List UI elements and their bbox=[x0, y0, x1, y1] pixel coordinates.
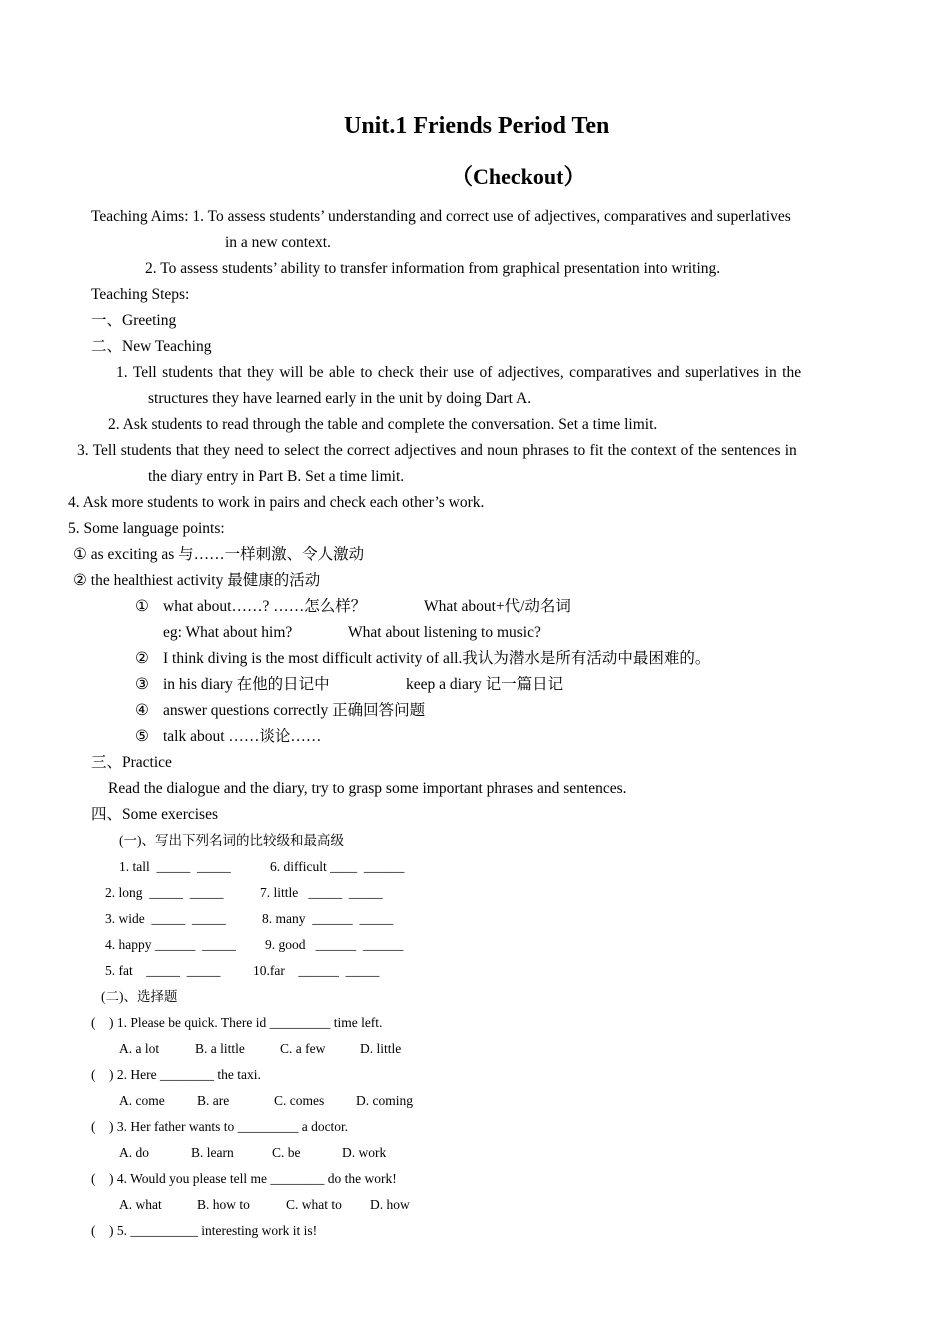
section-new-teaching: 二、New Teaching bbox=[91, 338, 212, 355]
option-c: C. comes bbox=[274, 1093, 325, 1108]
language-point-b4: answer questions correctly 正确回答问题 bbox=[163, 702, 426, 719]
option-d: D. how bbox=[370, 1197, 410, 1212]
language-point-b4-number: ④ bbox=[135, 702, 149, 719]
question-3: ( ) 3. Her father wants to _________ a doctor. bbox=[91, 1119, 349, 1134]
exercise-1-row-left: 4. happy ______ _____ bbox=[105, 937, 236, 952]
language-point-b1a: what about……? ……怎么样？ bbox=[163, 598, 367, 615]
option-c: C. a few bbox=[280, 1041, 326, 1056]
teaching-point-4: 4. Ask more students to work in pairs and check each other’s work. bbox=[68, 494, 485, 511]
section-exercises: 四、Some exercises bbox=[91, 806, 218, 823]
question-2: ( ) 2. Here ________ the taxi. bbox=[91, 1067, 261, 1082]
question-1: ( ) 1. Please be quick. There id _________ time left. bbox=[91, 1015, 383, 1030]
option-d: D. work bbox=[342, 1145, 387, 1160]
exercise-1-row-right: 7. little _____ _____ bbox=[260, 885, 383, 900]
language-point-b1-number: ① bbox=[135, 598, 149, 615]
option-a: A. a lot bbox=[119, 1041, 160, 1056]
option-b: B. learn bbox=[191, 1145, 234, 1160]
language-point-b1-eg-a: eg: What about him? bbox=[163, 624, 293, 641]
language-point-b3a: in his diary 在他的日记中 bbox=[163, 676, 330, 693]
teaching-point-1a: 1. Tell students that they will be able to check their use of adjectives, comparatives and superlatives in the bbox=[116, 364, 802, 381]
option-c: C. what to bbox=[286, 1197, 342, 1212]
language-point-b5-number: ⑤ bbox=[135, 728, 149, 745]
question-5: ( ) 5. __________ interesting work it is! bbox=[91, 1223, 318, 1238]
page-subtitle: （Checkout） bbox=[451, 164, 586, 189]
exercise-1-row-left: 5. fat _____ _____ bbox=[105, 963, 221, 978]
exercise-1-row-right: 10.far ______ _____ bbox=[253, 963, 380, 978]
option-b: B. are bbox=[197, 1093, 230, 1108]
page-title: Unit.1 Friends Period Ten bbox=[344, 113, 610, 139]
language-point-b3b: keep a diary 记一篇日记 bbox=[406, 676, 564, 693]
language-point-a2: ② the healthiest activity 最健康的活动 bbox=[73, 572, 321, 589]
exercise-1-row-right: 6. difficult ____ ______ bbox=[270, 859, 405, 874]
exercise-1-row-right: 9. good ______ ______ bbox=[265, 937, 404, 952]
aims-line1: Teaching Aims: 1. To assess students’ understanding and correct use of adjectives, comparatives and superlatives bbox=[91, 208, 791, 225]
aims-line1-cont: in a new context. bbox=[225, 234, 331, 251]
option-d: D. coming bbox=[356, 1093, 413, 1108]
teaching-point-3b: the diary entry in Part B. Set a time limit. bbox=[148, 468, 405, 485]
teaching-point-1b: structures they have learned early in the unit by doing Dart A. bbox=[148, 390, 532, 407]
option-a: A. what bbox=[119, 1197, 162, 1212]
language-point-b1b: What about+代/动名词 bbox=[424, 598, 571, 615]
exercise-2-label: (二)、选择题 bbox=[101, 989, 178, 1004]
section-greeting: 一、Greeting bbox=[91, 312, 177, 329]
section-practice: 三、Practice bbox=[91, 754, 172, 771]
language-point-a1: ① as exciting as 与……一样刺激、令人激动 bbox=[73, 546, 365, 563]
language-point-b1-eg-b: What about listening to music? bbox=[348, 624, 541, 641]
language-point-b2: I think diving is the most difficult activity of all.我认为潜水是所有活动中最困难的。 bbox=[163, 650, 711, 667]
language-point-b5: talk about ……谈论…… bbox=[163, 728, 322, 745]
steps-label: Teaching Steps: bbox=[91, 286, 190, 303]
language-point-b2-number: ② bbox=[135, 650, 149, 667]
option-c: C. be bbox=[272, 1145, 301, 1160]
exercise-1-label: (一)、写出下列名词的比较级和最高级 bbox=[119, 833, 344, 848]
option-a: A. do bbox=[119, 1145, 149, 1160]
option-b: B. how to bbox=[197, 1197, 250, 1212]
language-point-b3-number: ③ bbox=[135, 676, 149, 693]
exercise-1-row-right: 8. many ______ _____ bbox=[262, 911, 394, 926]
exercise-1-row-left: 3. wide _____ _____ bbox=[105, 911, 226, 926]
option-b: B. a little bbox=[195, 1041, 245, 1056]
aims-line2: 2. To assess students’ ability to transfer information from graphical presentation into writing. bbox=[145, 260, 721, 277]
exercise-1-row-left: 1. tall _____ _____ bbox=[119, 859, 231, 874]
option-d: D. little bbox=[360, 1041, 402, 1056]
teaching-point-3a: 3. Tell students that they need to select the correct adjectives and noun phrases to fit the context of the sentences in bbox=[77, 442, 797, 459]
question-4: ( ) 4. Would you please tell me ________ do the work! bbox=[91, 1171, 397, 1186]
teaching-point-2: 2. Ask students to read through the table and complete the conversation. Set a time limit. bbox=[108, 416, 658, 433]
option-a: A. come bbox=[119, 1093, 165, 1108]
teaching-point-5: 5. Some language points: bbox=[68, 520, 225, 537]
practice-text: Read the dialogue and the diary, try to grasp some important phrases and sentences. bbox=[108, 780, 627, 797]
exercise-1-row-left: 2. long _____ _____ bbox=[105, 885, 224, 900]
